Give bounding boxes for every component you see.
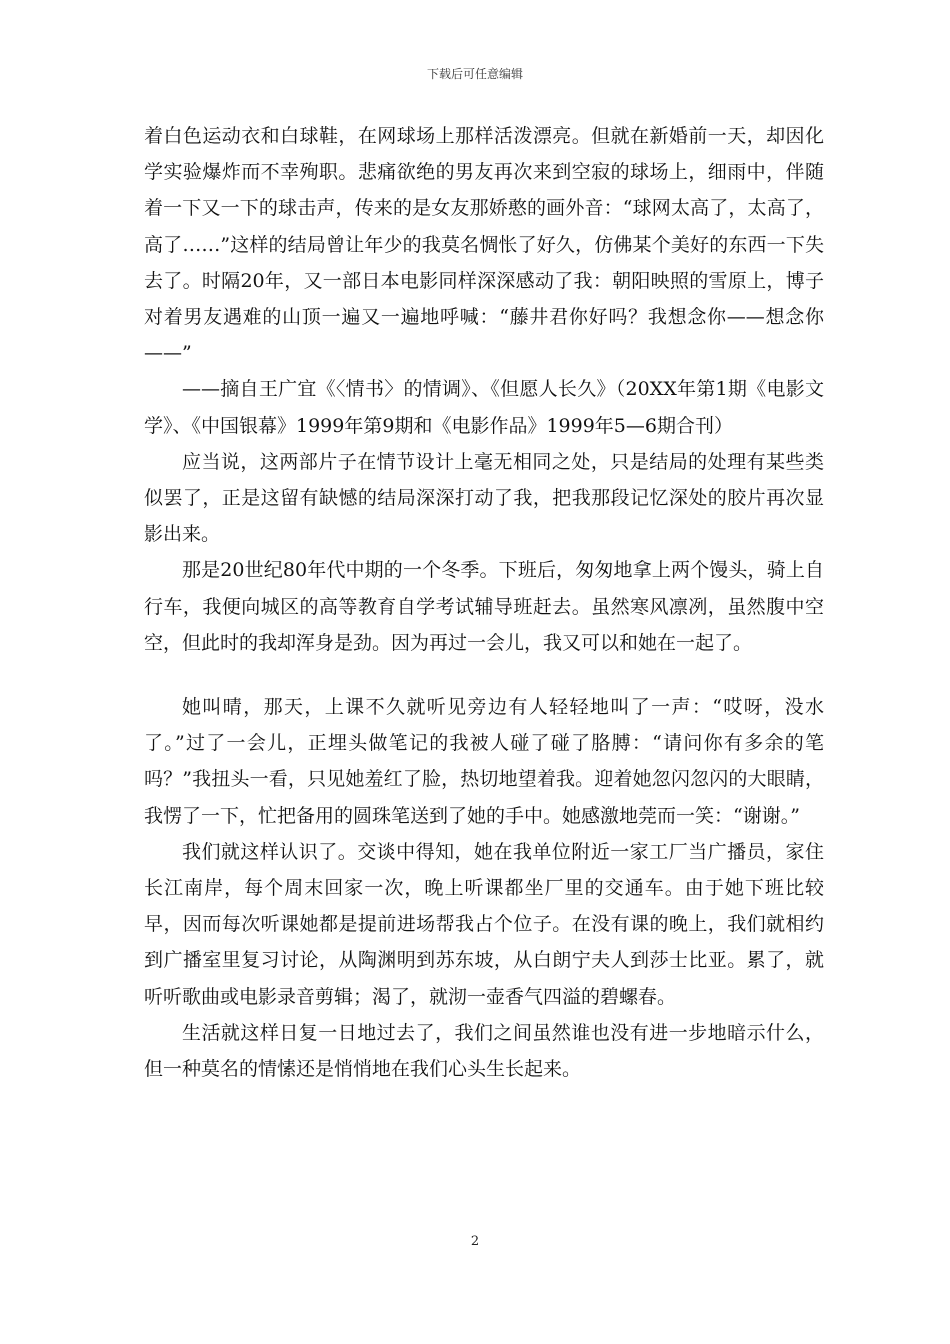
paragraph: 我们就这样认识了。交谈中得知，她在我单位附近一家工厂当广播员，家住长江南岸，每个周末回家一次，晚上听课都坐厂里的交通车。由于她下班比较早，因而每次听课她都是提前进场帮我占个位子。在没有课的晚上，我们就相约到广播室里复习讨论，从陶渊明到苏东坡，从白朗宁夫人到莎士比亚。累了，就听听歌曲或电影录音剪辑；渴了，就沏一壶香气四溢的碧螺春。	[144, 840, 824, 1008]
paragraph: 那是20世纪80年代中期的一个冬季。下班后，匆匆地拿上两个馒头，骑上自行车，我便向城区的高等教育自学考试辅导班赶去。虽然寒风凛冽，虽然腹中空空，但此时的我却浑身是劲。因为再过一会儿，我又可以和她在一起了。	[144, 559, 824, 654]
page-number: 2	[470, 1234, 480, 1249]
paragraph-gap	[144, 661, 824, 689]
paragraph: 生活就这样日复一日地过去了，我们之间虽然谁也没有进一步地暗示什么，但一种莫名的情愫还是悄悄地在我们心头生长起来。	[144, 1021, 824, 1081]
document-body	[144, 118, 824, 1087]
paragraph-continuation: 着白色运动衣和白球鞋，在网球场上那样活泼漂亮。但就在新婚前一天，却因化学实验爆炸而不幸殉职。悲痛欲绝的男友再次来到空寂的球场上，细雨中，伴随着一下又一下的球击声，传来的是女友那娇憨的画外音：“球网太高了，太高了，高了……”这样的结局曾让年少的我莫名惆怅了好久，仿佛某个美好的东西一下失去了。时隔20年，又一部日本电影同样深深感动了我：朝阳映照的雪原上，博子对着男友遇难的山顶一遍又一遍地呼喊：“藤井君你好吗？我想念你——想念你——”	[144, 125, 824, 365]
paragraph: 她叫晴，那天，上课不久就听见旁边有人轻轻地叫了一声：“哎呀，没水了。”过了一会儿，正埋头做笔记的我被人碰了碰了胳膊：“请问你有多余的笔吗？”我扭头一看，只见她羞红了脸，热切地望着我。迎着她忽闪忽闪的大眼睛，我愣了一下，忙把备用的圆珠笔送到了她的手中。她感激地莞而一笑：“谢谢。”	[144, 696, 824, 827]
paragraph-citation: ——摘自王广宜《〈情书〉的情调》、《但愿人长久》（20XX年第1期《电影文学》、《中国银幕》1999年第9期和《电影作品》1999年5—6期合刊）	[144, 378, 824, 437]
paragraph: 应当说，这两部片子在情节设计上毫无相同之处，只是结局的处理有某些类似罢了，正是这留有缺憾的结局深深打动了我，把我那段记忆深处的胶片再次显影出来。	[144, 450, 824, 546]
page-header: 下载后可任意编辑	[426, 67, 523, 81]
